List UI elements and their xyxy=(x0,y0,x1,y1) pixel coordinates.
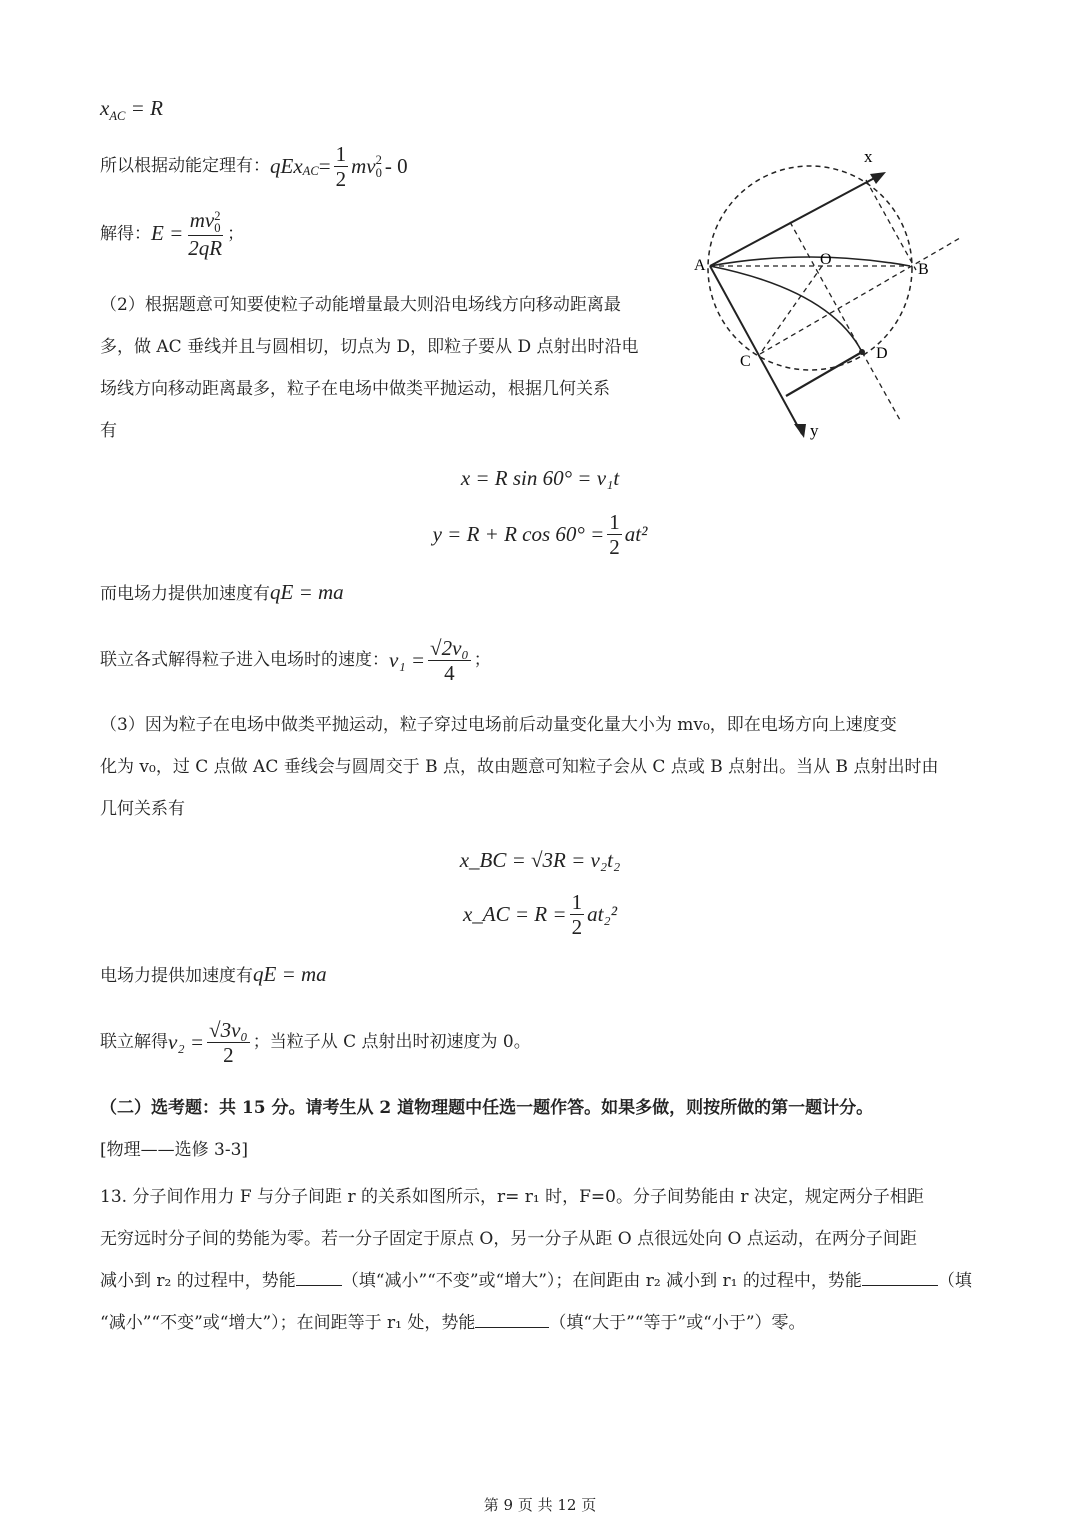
eq-v1: 联立各式解得粒子进入电场时的速度： v₁ = $\frac{\text{√2v₀}}{4}$ ； xyxy=(100,636,491,686)
eq-v2: 联立解得 v₂ = $\frac{\text{√3v₀}}{2}$ ；当粒子从 C 点射出时初速度为 0。 xyxy=(100,1018,531,1068)
answer-blank-3[interactable] xyxy=(475,1311,549,1328)
x-arrow-icon xyxy=(870,172,886,184)
y-axis-line xyxy=(710,266,802,434)
eq-xac: $x_{AC} = R$ xyxy=(100,96,163,124)
label-a: A xyxy=(694,257,706,274)
eq-x-sin: x = R sin 60° = v₁t xyxy=(460,466,620,490)
section-subheading: [物理——选修 3-3] xyxy=(100,1140,249,1160)
label-o: O xyxy=(820,251,832,268)
answer-blank-2[interactable] xyxy=(862,1269,938,1286)
question-13: 13. 分子间作用力 F 与分子间距 r 的关系如图所示，r= r₁ 时，F=0。分子间势能由 r 决定，规定两分子相距 无穷远时分子间的势能为零。若一分子固定于原点 O，另一分子从距 O 点很远处向 O 点运动，在两分子间距 减小到 r₂ 的过程中，势能 （填“减小”“不变”或“增大”）；在间距由 r₂ 减小到 r₁ 的过程中，势能 （填 “减小”“不变”或“增大”）；在间距等于 r₁ 处，势能 （填“大于”“等于”或“小于”）零。 xyxy=(100,1187,972,1333)
section-heading: （二）选考题：共 15 分。请考生从 2 道物理题中任选一题作答。如果多做，则按所做的第一题计分。 xyxy=(100,1098,874,1118)
arc-ab xyxy=(710,257,910,266)
force-line-1: 而电场力提供加速度有qE = ma xyxy=(100,580,344,604)
dashed-top-c xyxy=(790,222,862,352)
geometry-diagram xyxy=(690,140,980,450)
eq-y-cos: y = R + R cos 60° = $\frac{1}{2}$ at² xyxy=(432,510,648,560)
label-x: x xyxy=(864,147,873,166)
label-b: B xyxy=(918,261,929,278)
point-d xyxy=(859,349,865,355)
dashed-b-right xyxy=(862,352,900,420)
label-c: C xyxy=(740,353,751,370)
part3-paragraph: （3）因为粒子在电场中做类平抛运动，粒子穿过电场前后动量变化量大小为 mv₀，即在电场方向上速度变 化为 v₀，过 C 点做 AC 垂线会与圆周交于 B 点，故由题意可知粒子会从 C 点或 B 点射出。当从 B 点射出时由 几何关系有 xyxy=(100,715,939,819)
part2-paragraph: （2）根据题意可知要使粒子动能增量最大则沿电场线方向移动距离最 多，做 AC 垂线并且与圆相切，切点为 D，即粒子要从 D 点射出时沿电 场线方向移动距离最多，粒子在电场中做类平抛运动，根据几何关系 有 xyxy=(100,295,639,441)
page-footer: 第 9 页 共 12 页 xyxy=(483,1496,597,1514)
segment-d-perp xyxy=(786,352,862,396)
eq-xac-2: x_AC = R = $\frac{1}{2}$ at₂² xyxy=(462,890,617,940)
dashed-o-c xyxy=(760,266,822,354)
label-d: D xyxy=(876,345,888,362)
answer-blank-1[interactable] xyxy=(296,1269,342,1286)
eq-solve-e: 解得： E = mv 2 0 2qR ； xyxy=(100,208,245,260)
eq-energy-theorem: 所以根据动能定理有： qEx $_{AC}$ = $\frac{1}{2}$ mv 2 0 - 0 xyxy=(100,142,408,192)
label-y: y xyxy=(810,421,819,440)
y-arrow-icon xyxy=(794,424,806,438)
force-line-2: 电场力提供加速度有qE = ma xyxy=(100,962,327,986)
dashed-c-b xyxy=(760,238,960,354)
eq-xbc: x_BC = √3R = v₂t₂ xyxy=(459,848,621,872)
dashed-x-b xyxy=(866,180,916,270)
dashed-circle xyxy=(708,166,912,370)
x-axis-line xyxy=(710,174,882,266)
